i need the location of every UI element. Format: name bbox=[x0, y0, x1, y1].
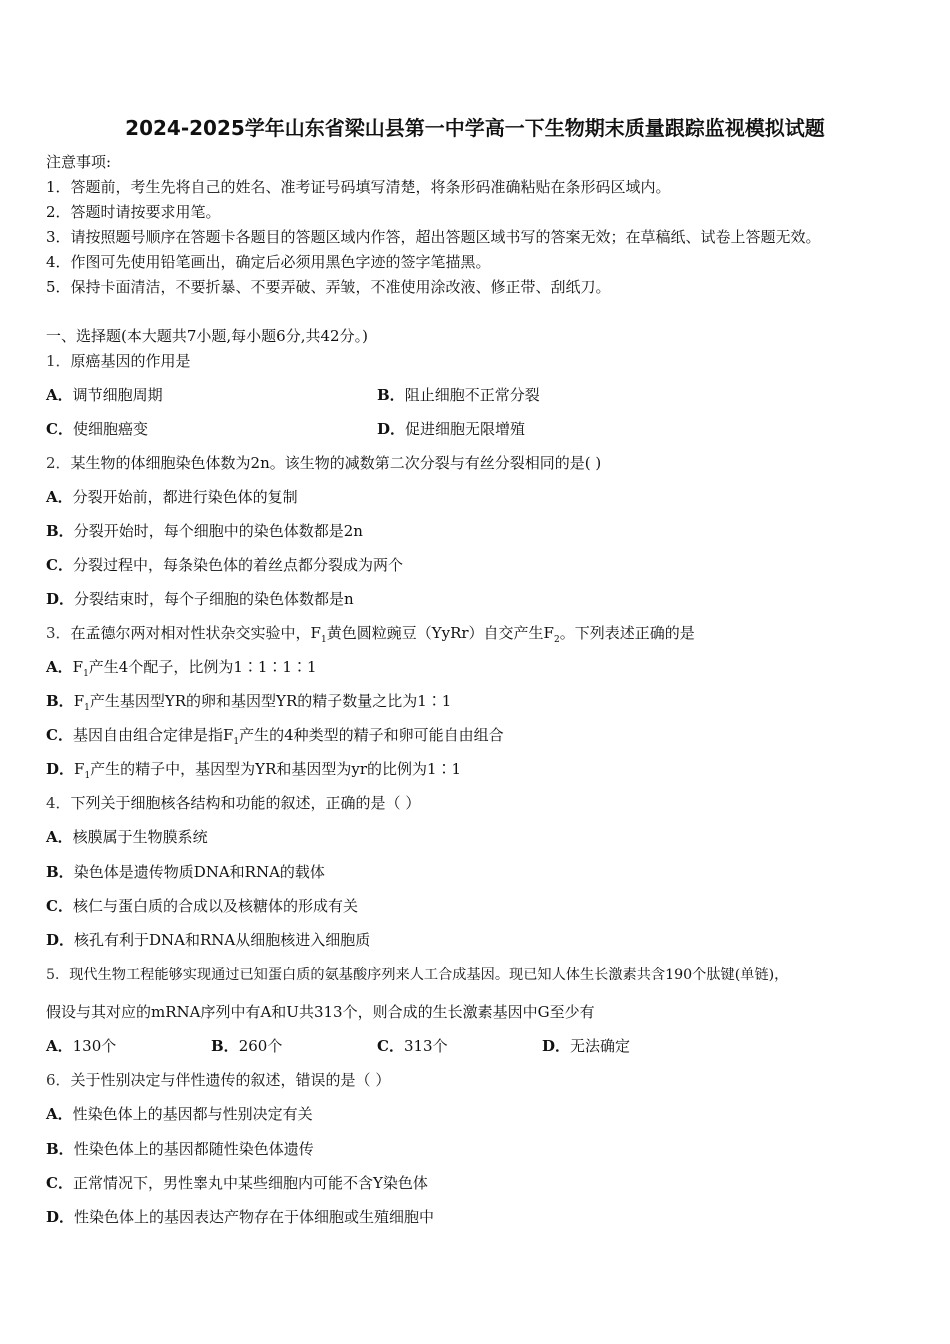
option-c: C．基因自由组合定律是指$F_1$产生的4种类型的精子和卵可能自由组合 bbox=[46, 726, 504, 747]
question-5-continued: 假设与其对应的mRNA序列中有A和U共313个，则合成的生长激素基因中G至少有 bbox=[46, 1003, 595, 1021]
question-stem: 现代生物工程能够实现通过已知蛋白质的氨基酸序列来人工合成基因。现已知人体生长激素共含190个肽键(单链)， bbox=[69, 967, 789, 983]
option-a: A．130个 bbox=[46, 1037, 117, 1055]
option-c: C．正常情况下，男性睾丸中某些细胞内可能不含Y染色体 bbox=[46, 1174, 428, 1192]
question-stem: 关于性别决定与伴性遗传的叙述，错误的是（ ） bbox=[70, 1071, 391, 1089]
section-heading: 一、选择题(本大题共7小题,每小题6分,共42分。) bbox=[46, 327, 368, 345]
option-c: C．核仁与蛋白质的合成以及核糖体的形成有关 bbox=[46, 897, 358, 915]
question-stem: 某生物的体细胞染色体数为2n。该生物的减数第二次分裂与有丝分裂相同的是( ) bbox=[70, 454, 602, 472]
option-c: C．313个 bbox=[377, 1037, 448, 1055]
option-d: D．核孔有利于DNA和RNA从细胞核进入细胞质 bbox=[46, 931, 371, 949]
option-c: C．分裂过程中，每条染色体的着丝点都分裂成为两个 bbox=[46, 556, 403, 574]
option-d: D．性染色体上的基因表达产物存在于体细胞或生殖细胞中 bbox=[46, 1208, 435, 1226]
question-4 bbox=[46, 793, 420, 813]
option-a: A．核膜属于生物膜系统 bbox=[46, 828, 208, 846]
option-a: A．性染色体上的基因都与性别决定有关 bbox=[46, 1105, 313, 1123]
notice-item: 5．保持卡面清洁，不要折暴、不要弄破、弄皱，不准使用涂改液、修正带、刮纸刀。 bbox=[46, 278, 611, 296]
option-b: B．260个 bbox=[211, 1037, 283, 1055]
option-b: B．分裂开始时，每个细胞中的染色体数都是2n bbox=[46, 522, 363, 540]
option-a: A．分裂开始前，都进行染色体的复制 bbox=[46, 488, 298, 506]
notice-item: 3．请按照题号顺序在答题卡各题目的答题区域内作答，超出答题区域书写的答案无效；在草稿纸、试卷上答题无效。 bbox=[46, 228, 821, 246]
notice-heading: 注意事项: bbox=[46, 153, 112, 171]
option-d: D．分裂结束时，每个子细胞的染色体数都是n bbox=[46, 590, 354, 608]
option-d: D．无法确定 bbox=[542, 1037, 631, 1055]
option-b: B．性染色体上的基因都随性染色体遗传 bbox=[46, 1140, 314, 1158]
page-title: 2024-2025学年山东省梁山县第一中学高一下生物期末质量跟踪监视模拟试题 bbox=[125, 116, 825, 140]
question-1 bbox=[46, 351, 191, 371]
option-a: A．$F_1$产生4个配子，比例为1∶1∶1∶1 bbox=[46, 658, 317, 679]
question-stem: 原癌基因的作用是 bbox=[70, 352, 191, 370]
option-b: B．阻止细胞不正常分裂 bbox=[377, 386, 540, 404]
question-3: 3．在孟德尔两对相对性状杂交实验中，$F_1$黄色圆粒豌豆（YyRr）自交产生$F_2$。下列表述正确的是 bbox=[46, 624, 695, 645]
question-number: 6． bbox=[46, 1071, 71, 1089]
option-b: B．染色体是遗传物质DNA和RNA的载体 bbox=[46, 863, 325, 881]
notice-item: 2．答题时请按要求用笔。 bbox=[46, 203, 221, 221]
question-number: 5． bbox=[46, 967, 70, 983]
question-2 bbox=[46, 453, 601, 473]
notice-item: 1．答题前，考生先将自己的姓名、准考证号码填写清楚，将条形码准确粘贴在条形码区域内。 bbox=[46, 178, 671, 196]
question-stem: 下列关于细胞核各结构和功能的叙述，正确的是（ ） bbox=[70, 794, 421, 812]
option-d: D．$F_1$产生的精子中，基因型为YR和基因型为yr的比例为1∶1 bbox=[46, 760, 462, 781]
option-b: B．$F_1$产生基因型YR的卵和基因型YR的精子数量之比为1∶1 bbox=[46, 692, 452, 713]
question-6 bbox=[46, 1070, 390, 1090]
question-number: 1． bbox=[46, 352, 71, 370]
question-number: 2． bbox=[46, 454, 71, 472]
question-number: 3． bbox=[46, 624, 71, 642]
question-number: 4． bbox=[46, 794, 71, 812]
notice-item: 4．作图可先使用铅笔画出，确定后必须用黑色字迹的签字笔描黑。 bbox=[46, 253, 491, 271]
question-5 bbox=[46, 965, 788, 985]
option-d: D．促进细胞无限增殖 bbox=[377, 420, 526, 438]
option-a: A．调节细胞周期 bbox=[46, 386, 163, 404]
option-c: C．使细胞癌变 bbox=[46, 420, 148, 438]
